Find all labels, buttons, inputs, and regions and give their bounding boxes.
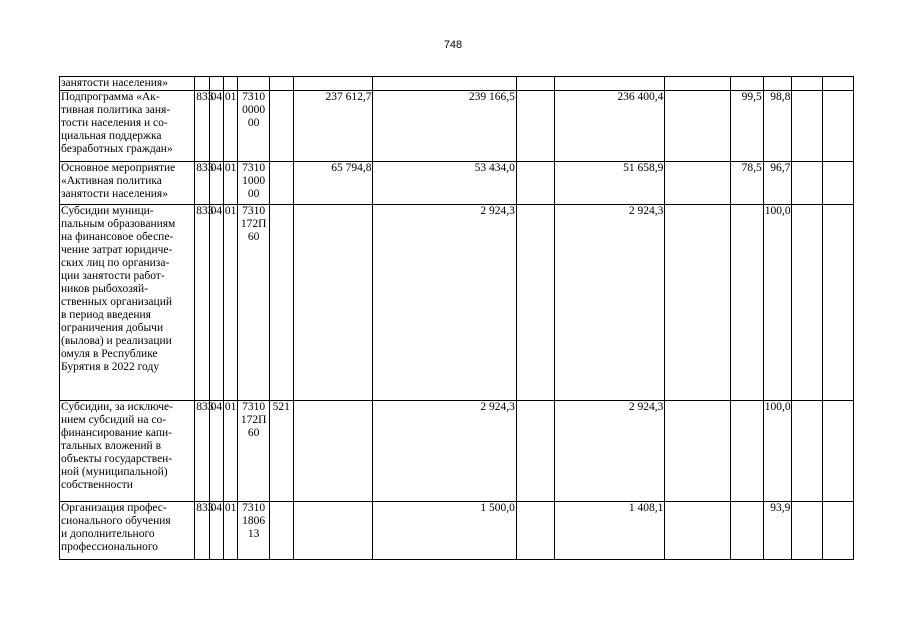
row-vr-code-cell <box>269 205 293 401</box>
row-value-2-cell <box>373 77 516 91</box>
row-cs-code-cell <box>238 77 270 91</box>
row-empty-cell <box>665 401 731 502</box>
row-name-cell: Организация профес- сионального обучения и дополнительного профессионального <box>60 502 195 560</box>
row-value-1-cell: 237 612,7 <box>293 91 373 162</box>
row-percent-2-cell: 100,0 <box>763 401 792 502</box>
row-value-1-cell <box>293 77 373 91</box>
row-pr-code-cell: 01 <box>223 91 237 162</box>
row-percent-2-cell: 93,9 <box>763 502 792 560</box>
table-row <box>60 162 854 205</box>
row-empty-cell <box>823 205 854 401</box>
row-value-2-cell: 53 434,0 <box>373 162 516 205</box>
row-rz-code-cell: 04 <box>209 502 223 560</box>
row-empty-cell <box>516 502 554 560</box>
row-cs-code-cell: 7310 172П 60 <box>238 205 270 401</box>
row-name-cell: Субсидии муници- пальным образованиям на финансовое обеспе- чение затрат юридиче- ских лиц по организа- ции занятости работ- ников рыбохозяй- ственных организаций в период введения ограничения добычи (вылова) и реализации омуля в Республике Бурятия в 2022 году <box>60 205 195 401</box>
row-empty-cell <box>516 91 554 162</box>
row-empty-cell <box>665 205 731 401</box>
row-value-3-cell: 1 408,1 <box>554 502 665 560</box>
row-empty-cell <box>516 77 554 91</box>
row-vr-code-cell <box>269 162 293 205</box>
row-gr-code-cell <box>195 77 209 91</box>
table-row <box>60 91 854 162</box>
row-percent-2-cell: 98,8 <box>763 91 792 162</box>
row-empty-cell <box>516 205 554 401</box>
row-pr-code-cell: 01 <box>223 401 237 502</box>
row-empty-cell <box>665 91 731 162</box>
row-cs-code-cell: 7310 0000 00 <box>238 91 270 162</box>
row-empty-cell <box>792 162 823 205</box>
row-vr-code-cell <box>269 77 293 91</box>
row-cs-code-cell: 7310 1000 00 <box>238 162 270 205</box>
row-vr-code-cell <box>269 91 293 162</box>
row-empty-cell <box>792 77 823 91</box>
row-empty-cell <box>665 77 731 91</box>
row-pr-code-cell: 01 <box>223 205 237 401</box>
row-value-3-cell: 51 658,9 <box>554 162 665 205</box>
row-value-1-cell <box>293 401 373 502</box>
row-empty-cell <box>823 162 854 205</box>
row-cs-code-cell: 7310 172П 60 <box>238 401 270 502</box>
row-value-3-cell: 2 924,3 <box>554 205 665 401</box>
row-rz-code-cell: 04 <box>209 91 223 162</box>
row-percent-1-cell <box>730 502 763 560</box>
row-name-cell: Подпрограмма «Ак- тивная политика заня- тости населения и со- циальная поддержка безработных граждан» <box>60 91 195 162</box>
row-name-cell: Субсидии, за исключе- нием субсидий на со- финансирование капи- тальных вложений в объекты государствен- ной (муниципальной) собственности <box>60 401 195 502</box>
row-pr-code-cell: 01 <box>223 502 237 560</box>
table-row <box>60 401 854 502</box>
row-pr-code-cell <box>223 77 237 91</box>
row-empty-cell <box>792 205 823 401</box>
row-percent-2-cell: 100,0 <box>763 205 792 401</box>
row-value-2-cell: 239 166,5 <box>373 91 516 162</box>
row-vr-code-cell <box>269 502 293 560</box>
row-percent-2-cell: 96,7 <box>763 162 792 205</box>
row-rz-code-cell: 04 <box>209 205 223 401</box>
row-cs-code-cell: 7310 1806 13 <box>238 502 270 560</box>
row-gr-code-cell: 833 <box>195 205 209 401</box>
row-name-cell: Основное мероприятие «Активная политика занятости населения» <box>60 162 195 205</box>
row-value-1-cell: 65 794,8 <box>293 162 373 205</box>
row-rz-code-cell: 04 <box>209 401 223 502</box>
row-gr-code-cell: 833 <box>195 162 209 205</box>
row-percent-1-cell <box>730 401 763 502</box>
row-value-2-cell: 1 500,0 <box>373 502 516 560</box>
budget-table <box>59 76 854 560</box>
page-number: 748 <box>443 39 463 51</box>
row-empty-cell <box>823 77 854 91</box>
row-rz-code-cell <box>209 77 223 91</box>
row-empty-cell <box>792 401 823 502</box>
row-empty-cell <box>823 91 854 162</box>
row-rz-code-cell: 04 <box>209 162 223 205</box>
row-gr-code-cell: 833 <box>195 502 209 560</box>
row-pr-code-cell: 01 <box>223 162 237 205</box>
row-empty-cell <box>823 502 854 560</box>
row-percent-1-cell: 99,5 <box>730 91 763 162</box>
row-gr-code-cell: 833 <box>195 401 209 502</box>
row-value-1-cell <box>293 502 373 560</box>
row-percent-1-cell: 78,5 <box>730 162 763 205</box>
row-empty-cell <box>516 401 554 502</box>
row-empty-cell <box>665 162 731 205</box>
row-percent-1-cell <box>730 77 763 91</box>
row-name-cell: занятости населения» <box>60 77 195 91</box>
row-value-1-cell <box>293 205 373 401</box>
row-value-3-cell: 236 400,4 <box>554 91 665 162</box>
row-value-3-cell <box>554 77 665 91</box>
row-empty-cell <box>823 401 854 502</box>
row-empty-cell <box>665 502 731 560</box>
table-row <box>60 205 854 401</box>
table-row <box>60 77 854 91</box>
row-empty-cell <box>792 91 823 162</box>
row-vr-code-cell: 521 <box>269 401 293 502</box>
row-value-2-cell: 2 924,3 <box>373 205 516 401</box>
row-percent-1-cell <box>730 205 763 401</box>
row-empty-cell <box>516 162 554 205</box>
row-value-3-cell: 2 924,3 <box>554 401 665 502</box>
row-value-2-cell: 2 924,3 <box>373 401 516 502</box>
row-gr-code-cell: 833 <box>195 91 209 162</box>
row-percent-2-cell <box>763 77 792 91</box>
table-row <box>60 502 854 560</box>
row-empty-cell <box>792 502 823 560</box>
